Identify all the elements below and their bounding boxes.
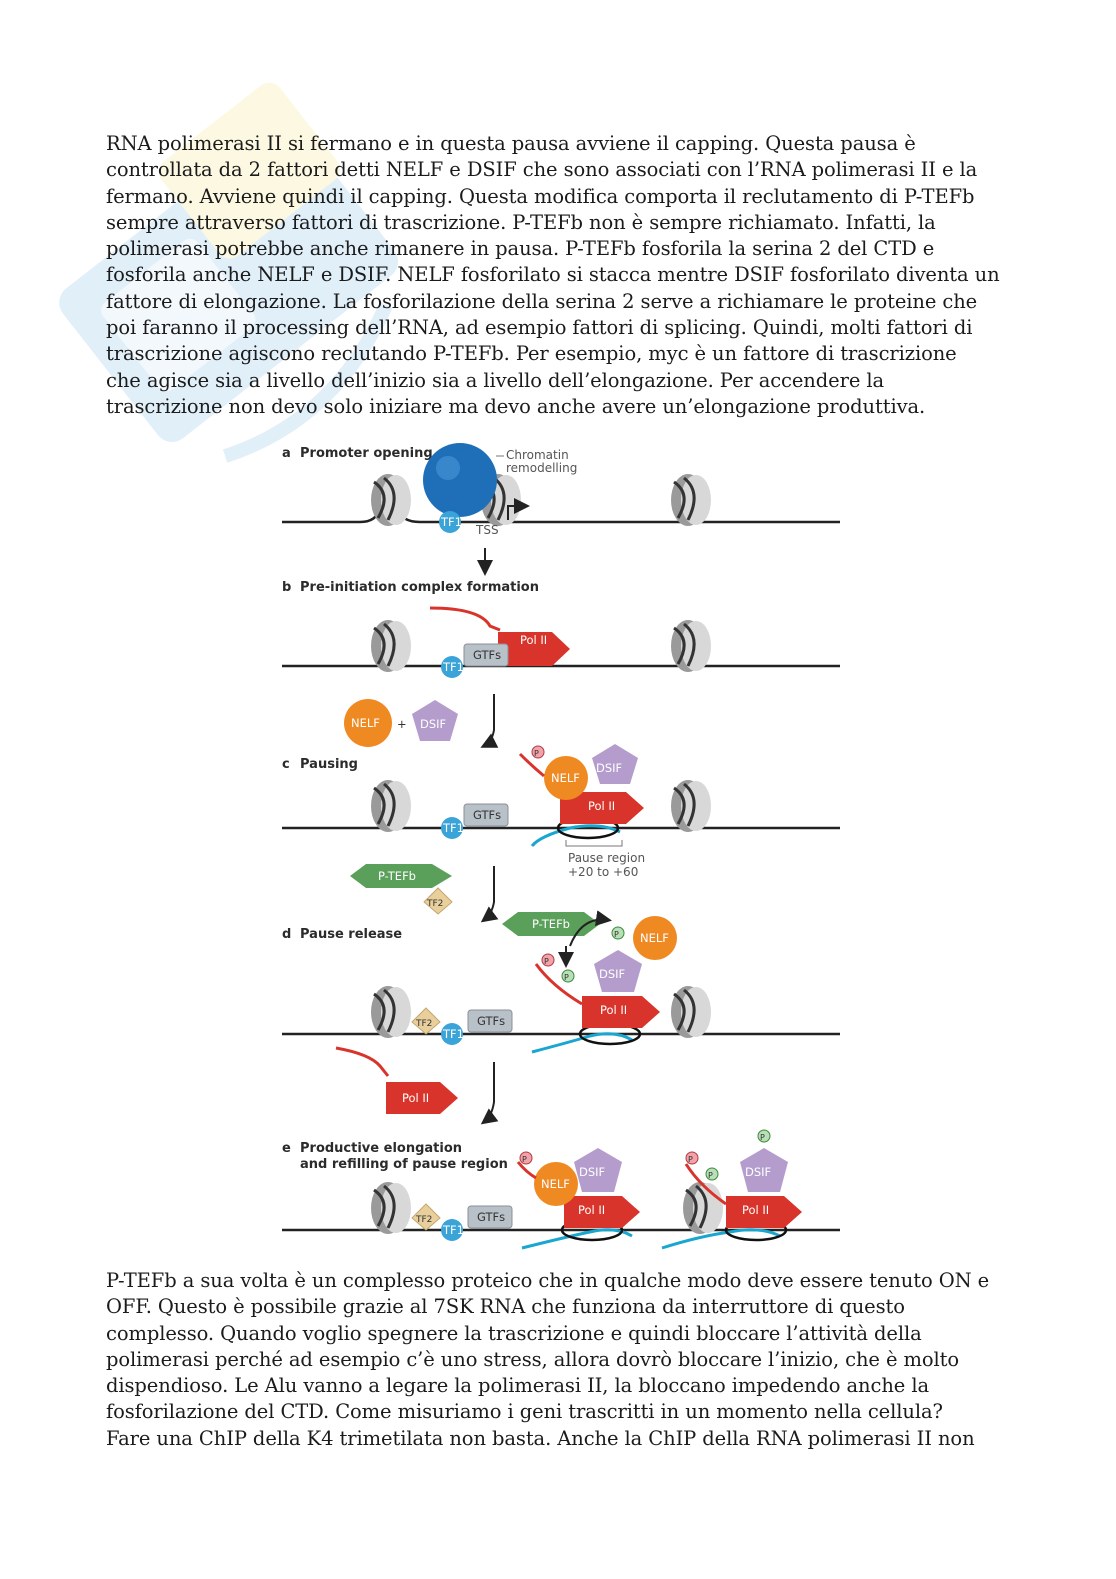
text-line: controllata da 2 fattori detti NELF e DSIF che sono associati con l’RNA polimerasi II e la [106,158,978,182]
remodelling-label: remodelling [506,461,578,475]
ptefb-label: P-TEFb [378,869,416,883]
pol2-label: Pol II [588,799,616,813]
ptefb-label: P-TEFb [532,917,570,931]
tf1-label: TF1 [443,1027,464,1041]
nucleosome-icon [371,780,411,832]
panel-d-title: Pause release [300,927,403,942]
pause-region-label: Pause region [568,851,646,865]
gtfs-label: GTFs [473,648,502,662]
nucleosome-icon [371,1182,411,1234]
pause-region-range: +20 to +60 [568,865,639,879]
pol2-label: Pol II [402,1091,430,1105]
tf1-label: TF1 [443,821,464,835]
tf1-label: TF1 [443,660,464,674]
text-line: RNA polimerasi II si fermano e in questa pausa avviene il capping. Questa pausa è [106,132,916,155]
phospho-label: P [564,973,569,982]
phospho-label: P [534,749,539,758]
dsif-label: DSIF [745,1165,772,1179]
panel-e-title-2: and refilling of pause region [300,1157,508,1172]
gtfs-label: GTFs [477,1210,506,1224]
figure-svg [270,436,860,1256]
text-line: trascrizione agiscono reclutando P-TEFb. Per esempio, myc è un fattore di trascrizione [106,342,957,366]
pol2-label: Pol II [600,1003,628,1017]
panel-b-letter: b [282,580,292,595]
panel-e-letter: e [282,1141,291,1156]
text-line: Fare una ChIP della K4 trimetilata non basta. Anche la ChIP della RNA polimerasi II non [106,1426,975,1450]
nucleosome-icon [683,1182,723,1234]
panel-e-title-1: Productive elongation [300,1141,463,1156]
text-line: fosforilazione del CTD. Come misuriamo i geni trascritti in un momento nella cellula? [106,1400,943,1424]
phospho-label: P [522,1155,527,1164]
gtfs-label: GTFs [477,1014,506,1028]
nelf-label: NELF [541,1177,570,1191]
text-line: polimerasi perché ad esempio c’è uno stress, allora dovrò bloccare l’inizio, che è molto [106,1347,960,1371]
text-line: trascrizione non devo solo iniziare ma devo anche avere un’elongazione produttiva. [106,394,926,418]
panel-e [282,1130,840,1248]
panel-c-title: Pausing [300,757,358,772]
nucleosome-icon [371,986,411,1038]
tf1-label: TF1 [443,1223,464,1237]
nucleosome-icon [671,474,711,526]
tf2-label: TF2 [416,1215,433,1225]
panel-a-letter: a [282,446,291,461]
text-line: P-TEFb a sua volta è un complesso proteico che in qualche modo deve essere tenuto ON e [106,1269,990,1292]
phospho-label: P [614,930,619,939]
transition-bc [344,694,494,747]
phospho-label: P [708,1171,713,1180]
text-line: fosforila anche NELF e DSIF. NELF fosforilato si stacca mentre DSIF fosforilato diventa un [106,263,1000,287]
pol2-label: Pol II [520,633,548,647]
text-line: fermano. Avviene quindi il capping. Questa modifica comporta il reclutamento di P-TEFb [106,184,975,208]
panel-b-title: Pre-initiation complex formation [300,580,539,595]
dsif-label: DSIF [599,967,626,981]
text-line: che agisce sia a livello dell’inizio sia a livello dell’elongazione. Per accendere la [106,368,885,392]
text-line: sempre attraverso fattori di trascrizione. P-TEFb non è sempre richiamato. Infatti, la [106,210,936,234]
tf2-label: TF2 [416,1019,433,1029]
tss-label: TSS [476,523,499,537]
dsif-label: DSIF [596,761,623,775]
nucleosome-icon [671,780,711,832]
panel-c-letter: c [282,757,290,772]
panel-a-title: Promoter opening [300,446,433,461]
pol2-label: Pol II [742,1203,770,1217]
tf1-label: TF1 [441,515,462,529]
transition-de [336,1048,494,1122]
nucleosome-icon [371,620,411,672]
nelf-label: NELF [351,716,380,730]
nucleosome-icon [671,620,711,672]
panel-b [282,580,840,678]
chromatin-remodeller-icon [423,443,497,517]
panel-d-letter: d [282,927,292,942]
paragraph-1 [106,131,1006,420]
nucleosome-icon [671,986,711,1038]
text-line: fattore di elongazione. La fosforilazione della serina 2 serve a richiamare le proteine che [106,289,978,313]
phospho-label: P [760,1133,765,1142]
transcription-figure [270,436,860,1256]
chromatin-label: Chromatin [506,448,569,462]
tf2-label: TF2 [427,899,444,909]
panel-c [282,744,840,879]
panel-a [282,443,840,572]
text-line: dispendioso. Le Alu vanno a legare la polimerasi II, la bloccano impedendo anche la [106,1374,929,1398]
nucleosome-icon [371,474,411,526]
text-line: polimerasi potrebbe anche rimanere in pausa. P-TEFb fosforila la serina 2 del CTD e [106,237,935,261]
nelf-label: NELF [551,771,580,785]
nelf-label: NELF [640,931,669,945]
phospho-label: P [544,957,549,966]
panel-d [282,912,840,1052]
transition-cd [350,864,494,920]
pol2-label: Pol II [578,1203,606,1217]
dsif-label: DSIF [420,717,447,731]
paragraph-2 [106,1268,1006,1452]
plus-sign: + [397,717,407,731]
dsif-label: DSIF [579,1165,606,1179]
gtfs-label: GTFs [473,808,502,822]
phospho-label: P [688,1155,693,1164]
text-line: poi faranno il processing dell’RNA, ad esempio fattori di splicing. Quindi, molti fattori di [106,316,973,340]
text-line: OFF. Questo è possibile grazie al 7SK RNA che funziona da interruttore di questo [106,1295,905,1319]
text-line: complesso. Quando voglio spegnere la trascrizione e quindi bloccare l’attività della [106,1321,922,1345]
